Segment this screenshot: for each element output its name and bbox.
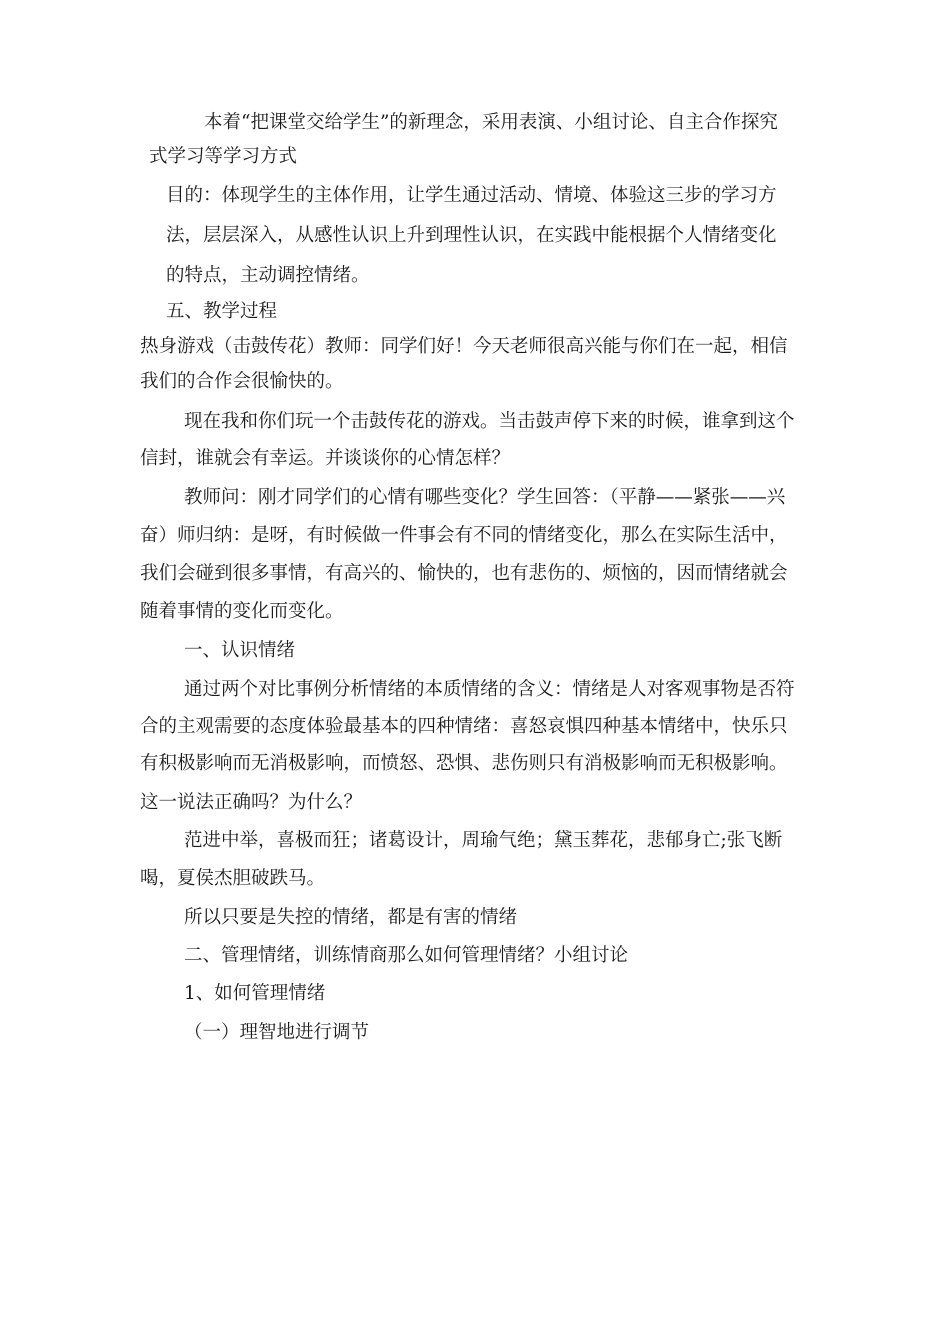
text-line: 随着事情的变化而变化。 bbox=[140, 601, 344, 622]
text-line: 所以只要是失控的情绪，都是有害的情绪 bbox=[184, 907, 518, 928]
text-line: 我们的合作会很愉快的。 bbox=[140, 371, 344, 392]
text-line: 教师问：刚才同学们的心情有哪些变化？学生回答：（平静——紧张——兴 bbox=[184, 487, 786, 508]
subsection-heading: 1、如何管理情绪 bbox=[184, 983, 326, 1004]
text-line: 本着“把课堂交给学生”的新理念，采用表演、小组讨论、自主合作探究 bbox=[204, 112, 778, 133]
text-line: 热身游戏（击鼓传花）教师：同学们好！今天老师很高兴能与你们在一起，相信 bbox=[140, 336, 788, 357]
text-line: 的特点，主动调控情绪。 bbox=[166, 265, 370, 286]
text-line: 通过两个对比事例分析情绪的本质情绪的含义：情绪是人对客观事物是否符 bbox=[184, 679, 795, 700]
text-line: 法，层层深入，从感性认识上升到理性认识，在实践中能根据个人情绪变化 bbox=[166, 225, 777, 246]
text-line: 信封，谁就会有幸运。并谈谈你的心情怎样？ bbox=[140, 448, 511, 469]
text-line: 有积极影响而无消极影响，而愤怒、恐惧、悲伤则只有消极影响而无积极影响。 bbox=[140, 753, 788, 774]
text-line: 目的：体现学生的主体作用，让学生通过活动、情境、体验这三步的学习方 bbox=[166, 185, 777, 206]
text-line: 合的主观需要的态度体验最基本的四种情绪：喜怒哀惧四种基本情绪中，快乐只 bbox=[140, 716, 788, 737]
text-line: 式学习等学习方式 bbox=[149, 146, 298, 167]
section-heading: 五、教学过程 bbox=[166, 301, 278, 322]
section-heading: 二、管理情绪，训练情商那么如何管理情绪？小组讨论 bbox=[184, 945, 629, 966]
text-line: 我们会碰到很多事情，有高兴的、愉快的，也有悲伤的、烦恼的，因而情绪就会 bbox=[140, 563, 788, 584]
text-line: 喝，夏侯杰胆破跌马。 bbox=[140, 868, 326, 889]
text-line: 现在我和你们玩一个击鼓传花的游戏。当击鼓声停下来的时候，谁拿到这个 bbox=[184, 411, 795, 432]
subsection-heading: （一）理智地进行调节 bbox=[184, 1022, 370, 1043]
text-line: 奋）师归纳：是呀，有时候做一件事会有不同的情绪变化，那么在实际生活中， bbox=[140, 525, 788, 546]
section-heading: 一、认识情绪 bbox=[184, 640, 296, 661]
text-line: 这一说法正确吗？为什么？ bbox=[140, 792, 363, 813]
text-line: 范进中举，喜极而狂；诸葛设计，周瑜气绝；黛玉葬花，悲郁身亡;张飞断 bbox=[184, 830, 783, 851]
